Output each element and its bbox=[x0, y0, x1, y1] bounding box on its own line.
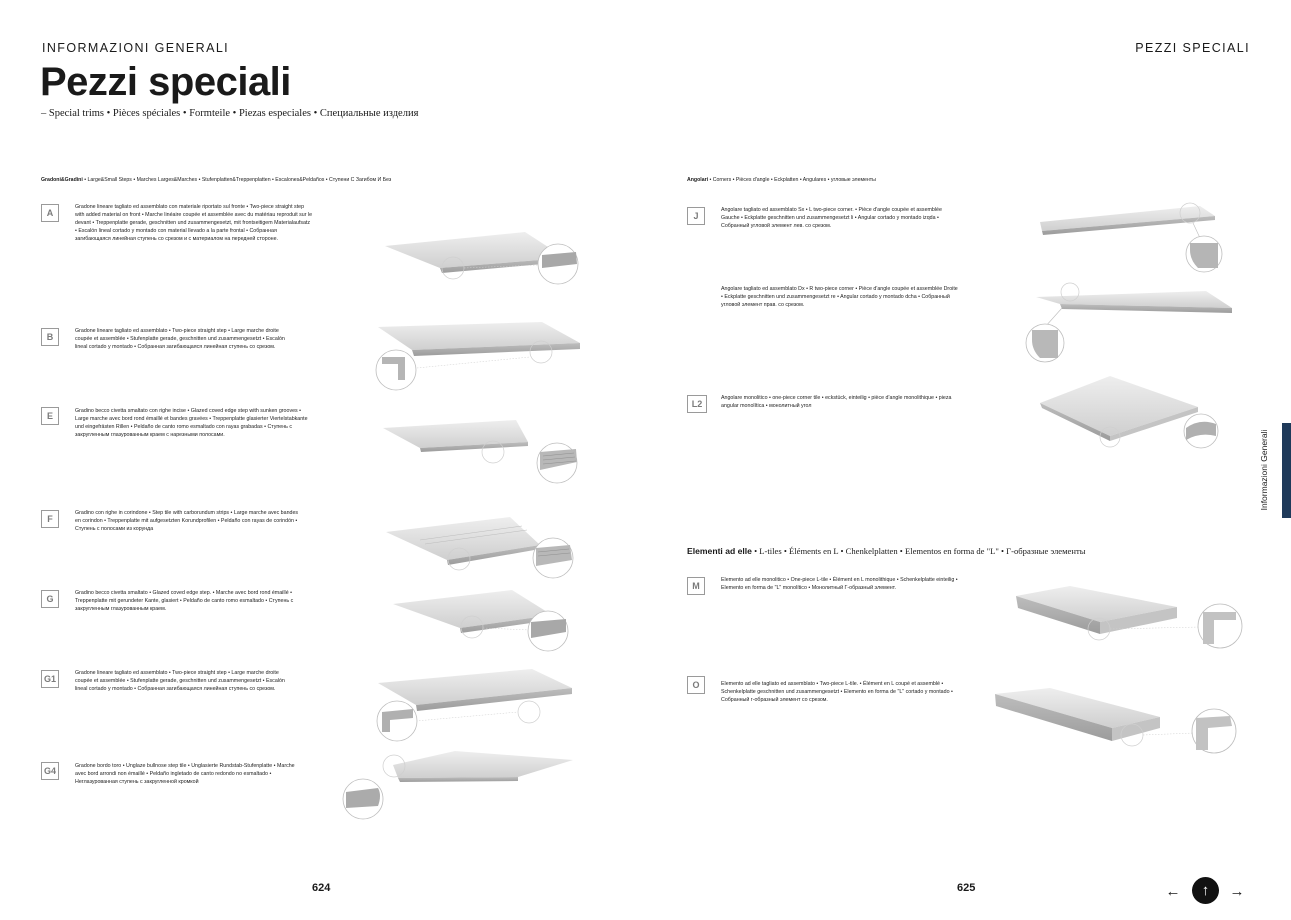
code-badge-g: G bbox=[41, 590, 59, 608]
item-o-description: Elemento ad elle tagliato ed assemblato • Two-piece L-tile. • Élément en L coupé et assemblé • Schenkelplatte geschnitten und zusammengesetzt • Elemento en forma de "L" cortado y montado • Собранный г-образный элемент со срезом. bbox=[721, 681, 953, 703]
l-tiles-section-title-bold: Elementi ad elle bbox=[687, 546, 752, 556]
item-m-description: Elemento ad elle monolitico • One-piece L-tile • Élément en L monolithique • Schenkelplatte einteilig • Elemento en forma de "L" monolítico • Монолитный Г-образный элемент. bbox=[721, 577, 958, 591]
scroll-top-button[interactable] bbox=[1192, 877, 1219, 904]
item-g-description: Gradino becco civetta smaltato • Glazed coved edge step. • Marche avec bord rond émaillé • Treppenplatte mit gerundeter Kante, glasiert • Peldaño de canto romo esmaltado • Ступень с закругленным глазурованным краем. bbox=[75, 590, 294, 612]
page-subtitle: – Special trims • Pièces spéciales • Formteile • Piezas especiales • Специальные изделия bbox=[41, 108, 419, 119]
arrow-right-icon: → bbox=[1229, 882, 1245, 900]
code-badge-e: E bbox=[41, 407, 59, 425]
item-j-description: Angolare tagliato ed assemblato Sx • L two-piece corner. • Pièce d'angle coupée et assemblée Gauche • Eckplatte geschnitten und zusammengesetzt li • Angular cortado y montado izqda • Собранный угловой элемент лев. со срезом. bbox=[721, 207, 942, 229]
item-b-description: Gradone lineare tagliato ed assemblato • Two-piece straight step • Large marche droite coupée et assemblée • Stufenplatte gerade, geschnitten und zusammengesetzt • Escalón lineal cortado y montado • Собранная загибающаяся линейная ступень со срезом. bbox=[75, 328, 285, 350]
step-g1-illustration bbox=[377, 669, 572, 741]
item-j-right-description: Angolare tagliato ed assemblato Dx • R two-piece corner • Pièce d'angle coupée et assemblée Droite • Eckplatte geschnitten und zusammengesetzt re • Angular cortado y montado dcha • Собранный угловой элемент прав. со срезом. bbox=[721, 286, 958, 308]
next-page-button[interactable] bbox=[1226, 880, 1248, 902]
code-badge-f: F bbox=[41, 510, 59, 528]
code-badge-b: B bbox=[41, 328, 59, 346]
corners-section-title-bold: Angolari bbox=[687, 177, 709, 183]
item-a-description: Gradone lineare tagliato ed assemblato con materiale riportato sul fronte • Two-piece straight step with added material on front • Marche linéaire coupée et assemblée avec du matériau reproduit sur le devant • Treppenplatte gerade, geschnitten und zusammengesetzt, mit frontseitigem Materialaufsatz • Escalón lineal cortado y montado con material llevado a la parte frontal • Собранная загибающаяся линейная ступень со срезом и с материалом на передней стороне. bbox=[75, 204, 313, 242]
corner-j-right-illustration bbox=[1026, 283, 1232, 362]
code-badge-g4: G4 bbox=[41, 762, 59, 780]
prev-page-button[interactable] bbox=[1162, 880, 1184, 902]
arrow-up-icon: ↑ bbox=[1201, 882, 1210, 899]
page-title: Pezzi speciali bbox=[40, 60, 291, 104]
steps-section-title-bold: Gradoni&Gradini bbox=[41, 177, 83, 183]
arrow-left-icon: ← bbox=[1165, 882, 1181, 900]
step-e-illustration bbox=[383, 420, 577, 483]
code-badge-g1: G1 bbox=[41, 670, 59, 688]
code-badge-a: A bbox=[41, 204, 59, 222]
page-number-right: 625 bbox=[957, 882, 976, 894]
side-accent-tab bbox=[1282, 423, 1291, 518]
l-tile-m-illustration bbox=[1016, 586, 1242, 648]
page-number-left: 624 bbox=[312, 882, 331, 894]
corner-l2-illustration bbox=[1040, 376, 1218, 448]
header-left: INFORMAZIONI GENERALI bbox=[42, 41, 230, 55]
item-g4-description: Gradone bordo toro • Unglaze bullnose step tile • Unglasierte Rundstab-Stufenplatte • Marche avec bord arrondi non émaillé • Peldaño ingletado de canto redondo no esmaltado • Неглазурованная ступень с закругленной кромкой bbox=[75, 763, 295, 785]
step-f-illustration bbox=[386, 517, 573, 578]
header-right: PEZZI SPECIALI bbox=[1135, 41, 1250, 55]
l-tile-o-illustration bbox=[995, 688, 1236, 753]
l-tiles-section-title-rest: • L-tiles • Éléments en L • Chenkelplatten • Elementos en forma de "L" • Г-образные элементы bbox=[751, 546, 1086, 556]
code-badge-o: O bbox=[687, 676, 705, 694]
code-badge-l2: L2 bbox=[687, 395, 707, 413]
corners-section-title-rest: • Corners • Pièces d'angle • Eckplatten • Angulares • угловые элементы bbox=[708, 177, 876, 183]
item-f-description: Gradino con righe in corindone • Step tile with carborundum strips • Large marche avec bandes en corindon • Treppenplatte mit aufgesetzten Korundprofilen • Peldaño con rayas de corindón • Ступень с полосами из корунда bbox=[75, 510, 299, 532]
code-badge-j: J bbox=[687, 207, 705, 225]
item-l2-description: Angolare monolitico • one-piece corner tile • eckstück, einteilig • pièce d'angle monolithique • pieza angular monolítica • монолитный угол bbox=[721, 395, 952, 409]
item-e-description: Gradino becco civetta smaltato con righe incise • Glazed coved edge step with sunken grooves • Large marche avec bord rond émaillé et bandes gravées • Treppenplatte glasierter Viertelstabkante und eingefrästen Rillen • Peldaño de canto romo esmaltado con rayas grabadas • Ступень с закругленным глазурованным краем с нарезными полосами. bbox=[75, 408, 308, 438]
code-badge-m: M bbox=[687, 577, 705, 595]
item-g1-description: Gradone lineare tagliato ed assemblato • Two-piece straight step • Large marche droite coupée et assemblée • Stufenplatte gerade, geschnitten und zusammengesetzt • Escalón lineal cortado y montado • Собранная загибающаяся линейная ступень со срезом. bbox=[75, 670, 285, 692]
step-a-illustration bbox=[385, 232, 578, 284]
step-g4-illustration bbox=[343, 751, 573, 819]
steps-section-title-rest: • Large&Small Steps • Marches Larges&Marches • Stufenplatten&Treppenplatten • Escalones&Peldaños • Ступени С Загибом И Без bbox=[82, 177, 392, 183]
side-section-label[interactable]: Informazioni Generali bbox=[1259, 429, 1269, 511]
step-b-illustration bbox=[376, 322, 580, 390]
step-g-illustration bbox=[393, 590, 568, 651]
corner-j-left-illustration bbox=[1040, 203, 1222, 272]
